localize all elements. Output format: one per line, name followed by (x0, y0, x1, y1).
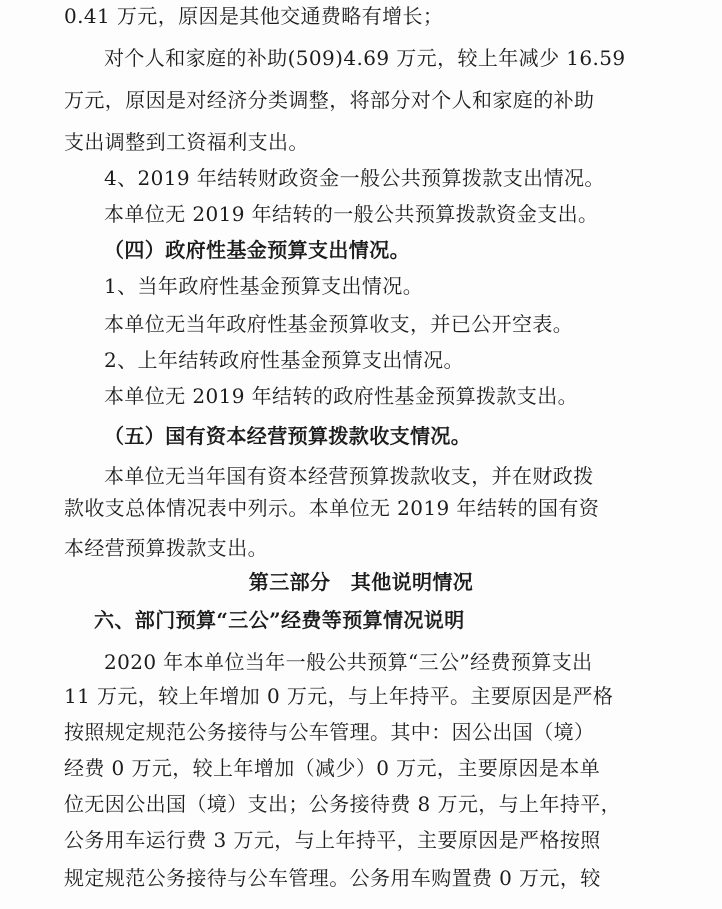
text-line: 0.41 万元，原因是其他交通费略有增长； (64, 4, 444, 28)
text-line: 经费 0 万元，较上年增加（减少）0 万元，主要原因是本单 (64, 756, 601, 780)
text-line: 本单位无当年政府性基金预算收支，并已公开空表。 (104, 312, 574, 336)
text-line: 11 万元，较上年增加 0 万元，与上年持平。主要原因是严格 (64, 684, 614, 708)
text-line: 支出调整到工资福利支出。 (64, 130, 309, 154)
text-line: 位无因公出国（境）支出；公务接待费 8 万元，与上年持平， (64, 792, 622, 816)
text-line: 2、上年结转政府性基金预算支出情况。 (104, 348, 464, 372)
text-line: 按照规定规范公务接待与公车管理。其中：因公出国（境） (64, 720, 595, 744)
part-title: 第三部分 其他说明情况 (248, 570, 474, 594)
text-line: 本经营预算拨款支出。 (64, 536, 268, 560)
section-heading: 六、部门预算“三公”经费等预算情况说明 (94, 608, 465, 632)
section-heading: （四）政府性基金预算支出情况。 (104, 238, 410, 262)
text-line: 本单位无 2019 年结转的政府性基金预算拨款支出。 (104, 384, 579, 408)
section-heading: （五）国有资本经营预算拨款收支情况。 (104, 424, 472, 448)
text-line: 规定规范公务接待与公车管理。公务用车购置费 0 万元，较 (64, 866, 601, 890)
text-line: 对个人和家庭的补助(509)4.69 万元，较上年减少 16.59 (104, 46, 626, 70)
text-line: 2020 年本单位当年一般公共预算“三公”经费预算支出 (104, 650, 593, 674)
text-line: 本单位无当年国有资本经营预算拨款收支，并在财政拨 (104, 464, 594, 488)
text-line: 本单位无 2019 年结转的一般公共预算拨款资金支出。 (104, 202, 599, 226)
text-line: 4、2019 年结转财政资金一般公共预算拨款支出情况。 (104, 166, 605, 190)
text-line: 公务用车运行费 3 万元，与上年持平，主要原因是严格按照 (64, 828, 601, 852)
text-line: 款收支总体情况表中列示。本单位无 2019 年结转的国有资 (64, 496, 600, 520)
text-line: 万元，原因是对经济分类调整，将部分对个人和家庭的补助 (64, 88, 595, 112)
text-line: 1、当年政府性基金预算支出情况。 (104, 274, 424, 298)
